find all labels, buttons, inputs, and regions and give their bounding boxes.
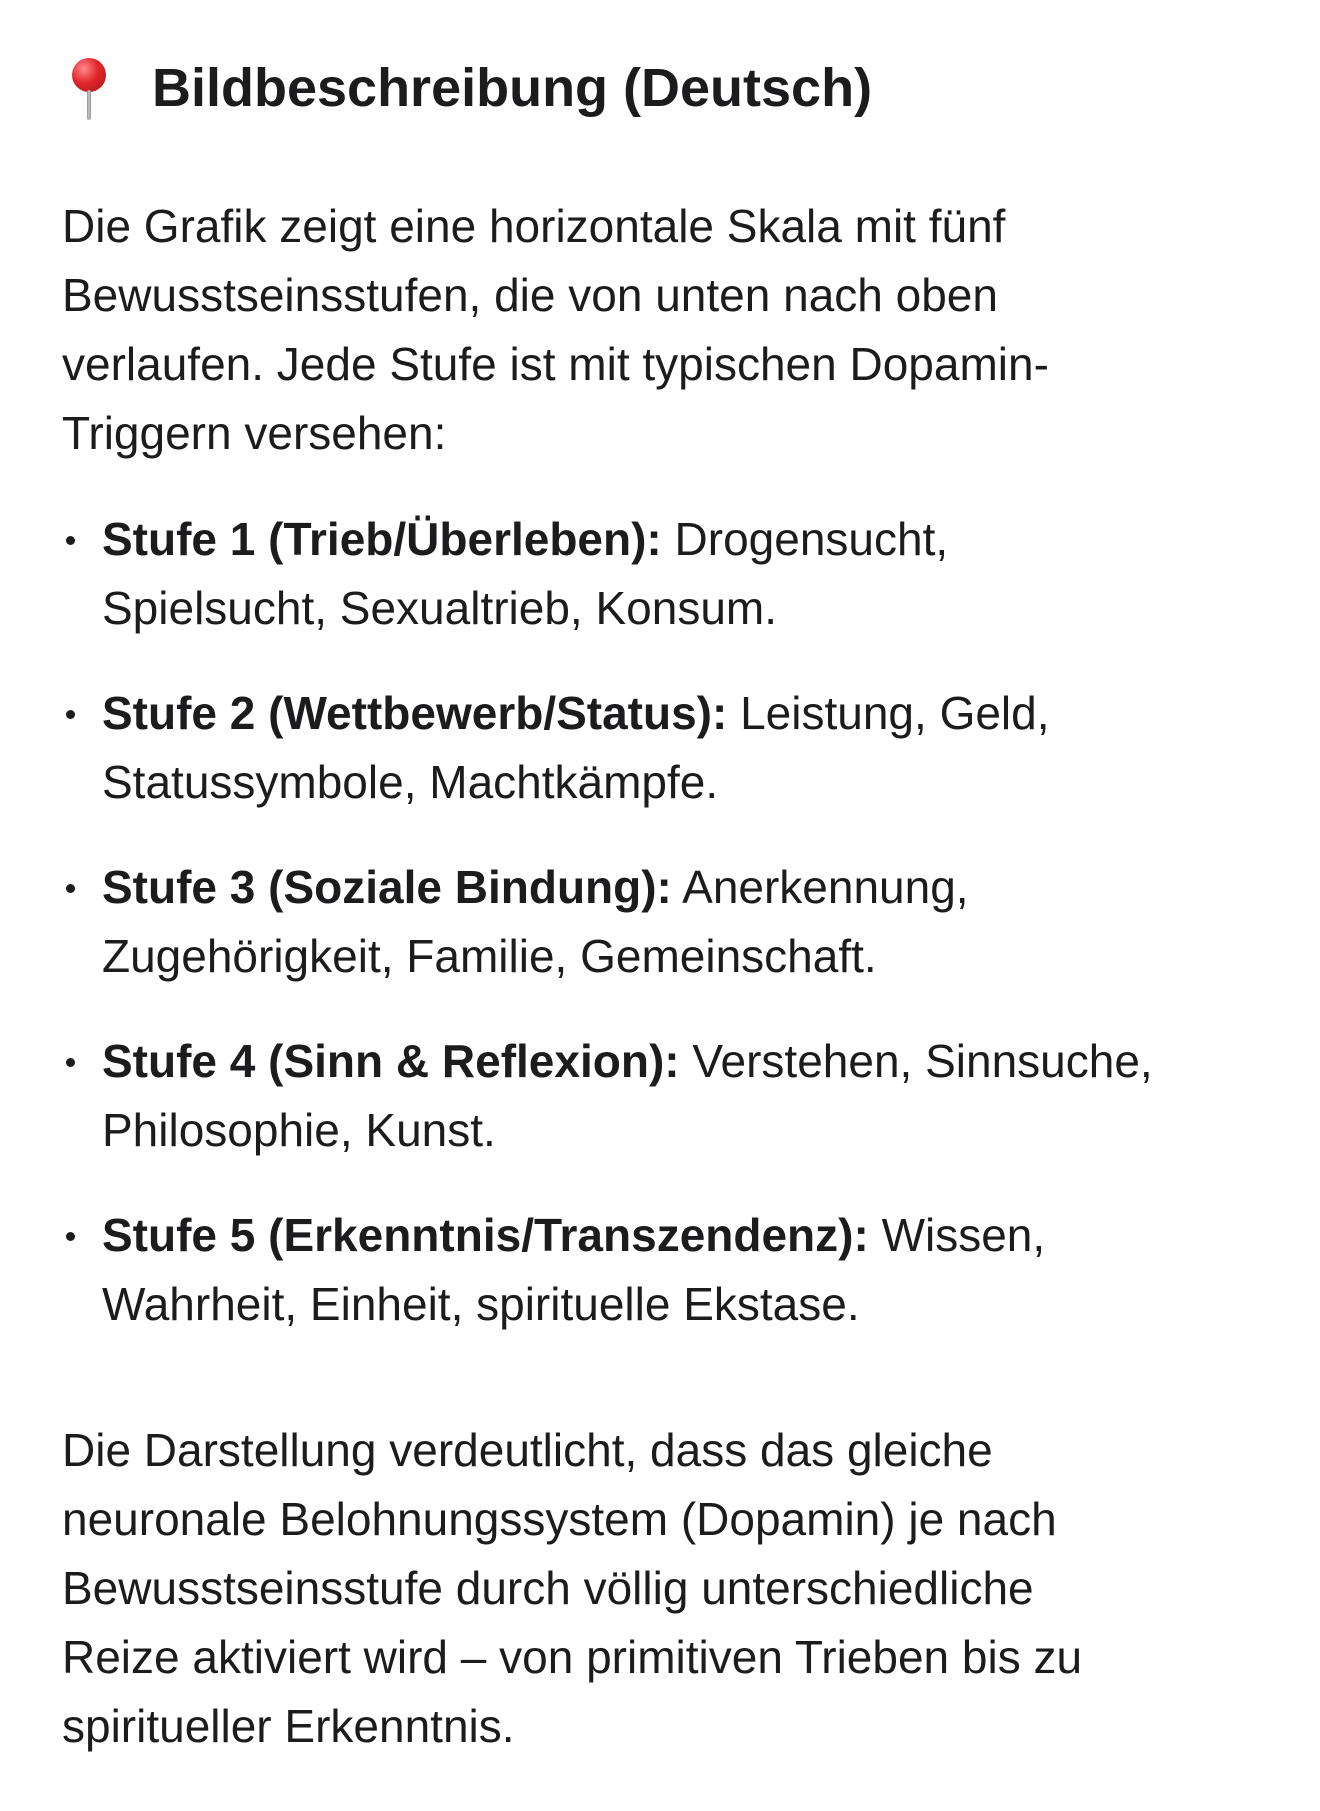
stage-text: Anerkennung, (671, 861, 969, 913)
stage-label: Stufe 5 (Erkenntnis/Transzendenz): (102, 1209, 869, 1261)
list-item-stage-2 (62, 679, 1302, 817)
conclusion-line: Reize aktiviert wird – von primitiven Trieben bis zu (62, 1631, 1083, 1683)
page-heading (62, 52, 872, 124)
pushpin-icon (62, 52, 118, 124)
list-item-stage-1 (62, 505, 1302, 643)
conclusion-paragraph (62, 1416, 1262, 1761)
stage-text-continued: Spielsucht, Sexualtrieb, Konsum. (102, 582, 778, 634)
bullet-icon (66, 536, 75, 545)
stage-text-continued: Zugehörigkeit, Familie, Gemeinschaft. (102, 930, 877, 982)
stage-label: Stufe 1 (Trieb/Überleben): (102, 513, 662, 565)
conclusion-line: neuronale Belohnungssystem (Dopamin) je nach (62, 1493, 1057, 1545)
stage-text: Drogensucht, (661, 513, 949, 565)
list-item-stage-4 (62, 1027, 1302, 1165)
bullet-icon (66, 884, 75, 893)
stage-text-continued: Wahrheit, Einheit, spirituelle Ekstase. (102, 1278, 860, 1330)
stage-text: Wissen, (868, 1209, 1046, 1261)
bullet-icon (66, 1058, 75, 1067)
stage-label: Stufe 2 (Wettbewerb/Status): (102, 687, 728, 739)
stage-label: Stufe 3 (Soziale Bindung): (102, 861, 672, 913)
conclusion-line: spiritueller Erkenntnis. (62, 1700, 515, 1752)
intro-line: Triggern versehen: (62, 407, 447, 459)
intro-line: verlaufen. Jede Stufe ist mit typischen Dopamin- (62, 338, 1049, 390)
bullet-icon (66, 1232, 75, 1241)
stage-label: Stufe 4 (Sinn & Reflexion): (102, 1035, 680, 1087)
stage-text: Leistung, Geld, (727, 687, 1050, 739)
list-item-stage-5 (62, 1201, 1302, 1339)
stage-list (62, 505, 1302, 1375)
intro-paragraph (62, 192, 1262, 468)
list-item-stage-3 (62, 853, 1302, 991)
stage-text-continued: Statussymbole, Machtkämpfe. (102, 756, 719, 808)
stage-text-continued: Philosophie, Kunst. (102, 1104, 496, 1156)
stage-text: Verstehen, Sinnsuche, (679, 1035, 1153, 1087)
intro-line: Bewusstseinsstufen, die von unten nach oben (62, 269, 998, 321)
page-title: Bildbeschreibung (Deutsch) (152, 58, 873, 118)
bullet-icon (66, 710, 75, 719)
conclusion-line: Die Darstellung verdeutlicht, dass das gleiche (62, 1424, 993, 1476)
intro-line: Die Grafik zeigt eine horizontale Skala mit fünf (62, 200, 1006, 252)
conclusion-line: Bewusstseinsstufe durch völlig unterschiedliche (62, 1562, 1034, 1614)
